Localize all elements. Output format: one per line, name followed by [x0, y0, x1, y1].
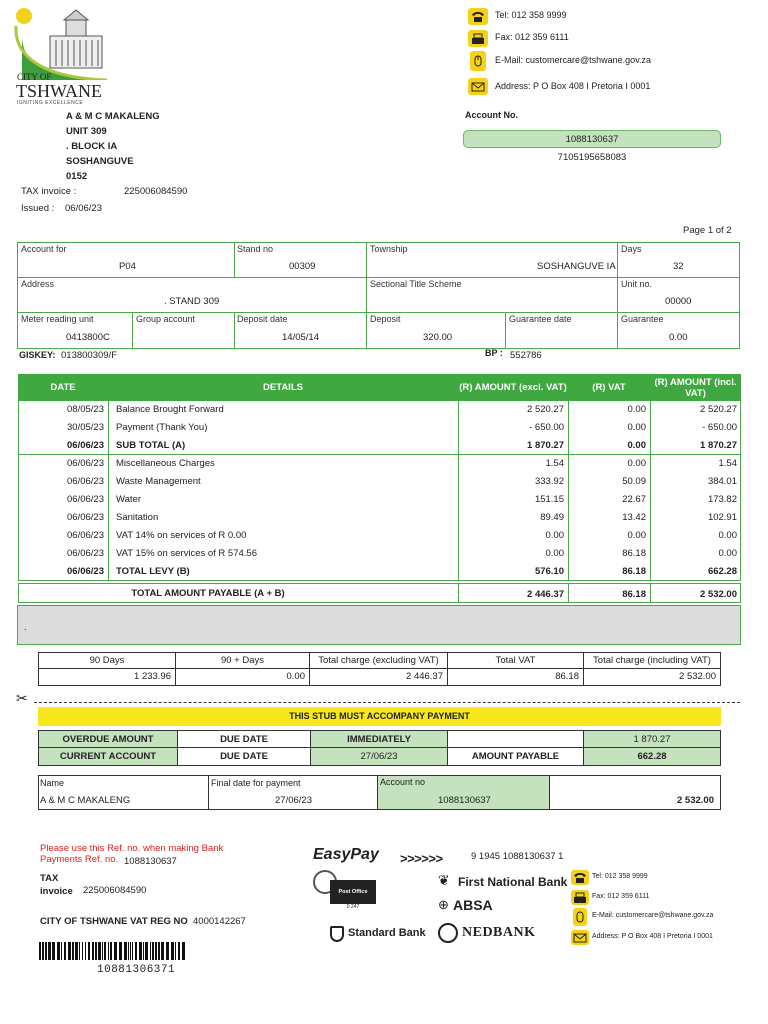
row-amount-incl: 384.01 [707, 476, 737, 487]
giskey-label: GISKEY: [19, 350, 56, 360]
row-date: 06/06/23 [67, 440, 104, 451]
barcode-bar [155, 942, 157, 960]
details-table-header [18, 374, 741, 401]
barcode-bar [75, 942, 78, 960]
table-row [18, 509, 741, 527]
row-vat: 0.00 [627, 440, 646, 451]
barcode-bar [135, 942, 137, 960]
barcode-bar [64, 942, 66, 960]
row-amount-excl: 2 520.27 [527, 404, 564, 415]
row-amount-incl: 662.28 [707, 566, 737, 577]
barcode-bar [82, 942, 83, 960]
cut-line [34, 702, 740, 703]
row-details: Water [116, 494, 141, 505]
barcode-bar [72, 942, 74, 960]
deposit-label: Deposit [370, 314, 401, 324]
barcode-bar [95, 942, 97, 960]
standard-bank-shield-icon [330, 926, 344, 942]
row-amount-excl: 1.54 [545, 458, 564, 469]
barcode-bar [158, 942, 160, 960]
col-details-header: DETAILS [263, 382, 303, 393]
table-row [18, 419, 741, 437]
barcode-bar [42, 942, 44, 960]
fnb-tree-icon: ❦ [438, 872, 450, 888]
city-hall-icon [12, 6, 122, 80]
row-date: 06/06/23 [67, 566, 104, 577]
barcode-bar [45, 942, 47, 960]
barcode-bar [98, 942, 101, 960]
aging-header: 90 Days [38, 652, 176, 669]
row-amount-excl: 333.92 [534, 476, 564, 487]
barcode-bar [114, 942, 117, 960]
nedbank-logo: NEDBANK [462, 925, 536, 940]
row-details: Sanitation [116, 512, 159, 523]
account-label: Account No. [465, 110, 518, 120]
deposit-date-label: Deposit date [237, 314, 288, 324]
row-amount-excl: 151.15 [534, 494, 564, 505]
vat-reg-no: 4000142267 [193, 916, 246, 927]
issued-date: 06/06/23 [65, 203, 102, 214]
barcode-bar [57, 942, 60, 960]
footer-fax-icon [571, 890, 589, 905]
row-date: 30/05/23 [67, 422, 104, 433]
row-date: 06/06/23 [67, 512, 104, 523]
easypay-logo: EasyPay [313, 846, 379, 863]
total-vat: 86.18 [622, 589, 646, 600]
row-amount-incl: 173.82 [707, 494, 737, 505]
stand-no-label: Stand no [237, 244, 274, 254]
aging-header: Total charge (excluding VAT) [309, 652, 448, 669]
recipient-line1: UNIT 309 [66, 126, 107, 137]
row-date: 06/06/23 [67, 458, 104, 469]
current-amount: 662.28 [583, 747, 721, 766]
row-amount-incl: 0.00 [718, 530, 737, 541]
row-amount-incl: 102.91 [707, 512, 737, 523]
days-value: 32 [673, 261, 684, 272]
guarantee-date-label: Guarantee date [509, 314, 572, 324]
phone-icon [468, 8, 488, 25]
row-vat: 50.09 [622, 476, 646, 487]
days-label: Days [621, 244, 642, 254]
row-amount-incl: 0.00 [718, 548, 737, 559]
overdue-due-date-label: DUE DATE [177, 730, 311, 748]
barcode-bar [92, 942, 94, 960]
row-date: 06/06/23 [67, 548, 104, 559]
page-number: Page 1 of 2 [683, 225, 732, 236]
footer-fax: Fax: 012 359 6111 [592, 893, 650, 900]
aging-value: 86.18 [447, 668, 584, 686]
unit-no-value: 00000 [665, 296, 692, 307]
barcode-bar [132, 942, 133, 960]
bp-label: BP : [485, 348, 503, 358]
post-office-sub: 0 247 [346, 904, 360, 910]
barcode-bar [139, 942, 142, 960]
mouse-icon [470, 51, 486, 71]
table-row [18, 455, 741, 473]
aging-header: Total charge (including VAT) [583, 652, 721, 669]
barcode-bar [128, 942, 129, 960]
row-amount-excl: 1 870.27 [527, 440, 564, 451]
account-for-label: Account for [21, 244, 67, 254]
row-date: 06/06/23 [67, 476, 104, 487]
row-vat: 86.18 [622, 566, 646, 577]
stub-name: A & M C MAKALENG [40, 795, 131, 806]
row-amount-incl: 1.54 [718, 458, 737, 469]
barcode-bar [182, 942, 185, 960]
table-row [18, 437, 741, 455]
row-vat: 86.18 [622, 548, 646, 559]
contact-email: E-Mail: customercare@tshwane.gov.za [495, 55, 652, 65]
barcode-bar [104, 942, 106, 960]
barcode-bar [79, 942, 80, 960]
easypay-arrows: >>>>>> [400, 851, 443, 866]
barcode-bar [161, 942, 164, 960]
final-date-label: Final date for payment [211, 778, 301, 788]
row-amount-excl: 576.10 [534, 566, 564, 577]
unit-no-label: Unit no. [621, 279, 653, 289]
barcode-text: 10881306371 [97, 964, 176, 976]
current-due-date: 27/06/23 [310, 747, 448, 766]
envelope-icon [468, 78, 488, 95]
footer-phone-icon [571, 870, 589, 885]
nedbank-icon [438, 923, 458, 943]
stub-account-no: 1088130637 [438, 795, 491, 806]
barcode-bar [85, 942, 86, 960]
footer-mouse-icon [573, 908, 587, 926]
barcode-bar [119, 942, 122, 960]
barcode-bar [175, 942, 176, 960]
bp-value: 552786 [510, 350, 542, 361]
sectional-title-label: Sectional Title Scheme [370, 279, 462, 289]
tax-invoice-no: 225006084590 [124, 186, 188, 197]
standard-bank-logo: Standard Bank [348, 927, 426, 939]
contact-tel: Tel: 012 358 9999 [495, 10, 567, 20]
row-amount-excl: - 650.00 [529, 422, 564, 433]
aging-value: 2 446.37 [309, 668, 448, 686]
vat-reg-label: CITY OF TSHWANE VAT REG NO [40, 916, 188, 927]
guarantee-value: 0.00 [669, 332, 688, 343]
row-amount-incl: 2 520.27 [700, 404, 737, 415]
logo-city-of: CITY OF [17, 72, 52, 82]
account-for-value: P04 [119, 261, 136, 272]
absa-icon: ⊕ [438, 897, 449, 912]
deposit-value: 320.00 [423, 332, 453, 343]
row-details: SUB TOTAL (A) [116, 440, 186, 451]
barcode [39, 942, 187, 960]
aging-value: 0.00 [175, 668, 310, 686]
row-amount-excl: 89.49 [540, 512, 564, 523]
overdue-immediately: IMMEDIATELY [310, 730, 448, 748]
barcode-bar [102, 942, 103, 960]
row-amount-excl: 0.00 [545, 548, 564, 559]
row-details: Miscellaneous Charges [116, 458, 215, 469]
city-logo [12, 6, 122, 106]
table-row [18, 563, 741, 581]
account-sub-number: 7105195658083 [557, 152, 627, 163]
logo-name: TSHWANE [16, 81, 102, 101]
stub-name-label: Name [40, 778, 65, 788]
message-box [17, 605, 741, 645]
barcode-bar [68, 942, 71, 960]
barcode-bar [88, 942, 90, 960]
aging-value: 2 532.00 [583, 668, 721, 686]
current-due-date-label: DUE DATE [177, 747, 311, 766]
footer-envelope-icon [571, 930, 589, 945]
barcode-bar [145, 942, 148, 960]
ref-note-1: Please use this Ref. no. when making Bank [40, 843, 224, 854]
amount-payable-label: AMOUNT PAYABLE [447, 747, 584, 766]
total-excl: 2 446.37 [527, 589, 564, 600]
row-details: Payment (Thank You) [116, 422, 208, 433]
absa-logo: ABSA [453, 897, 493, 913]
barcode-bar [52, 942, 55, 960]
row-vat: 0.00 [627, 530, 646, 541]
aging-header: Total VAT [447, 652, 584, 669]
barcode-bar [178, 942, 180, 960]
fnb-logo: First National Bank [458, 875, 568, 889]
account-info-grid [17, 242, 740, 349]
issued-label: Issued : [21, 203, 55, 214]
overdue-amount-value: 1 870.27 [583, 730, 721, 748]
account-number: 1088130637 [463, 130, 721, 148]
row-details: Waste Management [116, 476, 201, 487]
ref-no: 1088130637 [124, 856, 177, 867]
row-vat: 0.00 [627, 422, 646, 433]
fax-icon [468, 30, 488, 47]
final-date: 27/06/23 [275, 795, 312, 806]
barcode-bar [171, 942, 174, 960]
row-date: 06/06/23 [67, 530, 104, 541]
recipient-line2: . BLOCK IA [66, 141, 118, 152]
easypay-number: 9 1945 1088130637 1 [471, 851, 564, 862]
footer-tax-label-2: invoice [40, 886, 73, 897]
row-details: TOTAL LEVY (B) [116, 566, 190, 577]
contact-fax: Fax: 012 359 6111 [495, 32, 569, 42]
row-details: Balance Brought Forward [116, 404, 224, 415]
row-amount-incl: - 650.00 [702, 422, 737, 433]
row-vat: 22.67 [622, 494, 646, 505]
row-vat: 0.00 [627, 404, 646, 415]
meter-label: Meter reading unit [21, 314, 94, 324]
address-label: Address [21, 279, 55, 289]
footer-tax-label-1: TAX [40, 873, 59, 884]
footer-tax-no: 225006084590 [83, 885, 147, 896]
stand-no-value: 00309 [289, 261, 316, 272]
table-row [18, 527, 741, 545]
giskey-value: 013800309/F [61, 350, 117, 361]
overdue-amount-label: OVERDUE AMOUNT [38, 730, 178, 748]
footer-tel: Tel: 012 358 9999 [592, 873, 648, 880]
row-date: 08/05/23 [67, 404, 104, 415]
recipient-name: A & M C MAKALENG [66, 111, 160, 122]
col-date-header: DATE [50, 382, 76, 393]
row-vat: 13.42 [622, 512, 646, 523]
ref-note-2: Payments Ref. no. [40, 854, 119, 865]
table-row [18, 473, 741, 491]
aging-value: 1 233.96 [38, 668, 176, 686]
deposit-date-value: 14/05/14 [282, 332, 319, 343]
barcode-bar [152, 942, 154, 960]
stub-total: 2 532.00 [677, 795, 714, 806]
message-text: . [24, 622, 27, 633]
footer-email: E-Mail: customercare@tshwane.gov.za [592, 912, 714, 919]
group-account-label: Group account [136, 314, 196, 324]
overdue-blank-cell [447, 730, 584, 748]
stub-account-label: Account no [380, 777, 426, 787]
guarantee-label: Guarantee [621, 314, 664, 324]
barcode-bar [48, 942, 51, 960]
stub-banner: THIS STUB MUST ACCOMPANY PAYMENT [38, 707, 721, 726]
barcode-bar [110, 942, 112, 960]
barcode-bar [124, 942, 127, 960]
post-office-logo: Post Office [330, 880, 376, 904]
row-vat: 0.00 [627, 458, 646, 469]
barcode-bar [143, 942, 144, 960]
table-row [18, 545, 741, 563]
barcode-bar [108, 942, 109, 960]
row-details: VAT 15% on services of R 574.56 [116, 548, 257, 559]
col-vat-header: (R) VAT [592, 382, 626, 393]
row-details: VAT 14% on services of R 0.00 [116, 530, 247, 541]
current-account-label: CURRENT ACCOUNT [38, 747, 178, 766]
table-row [18, 491, 741, 509]
barcode-bar [130, 942, 131, 960]
barcode-bar [150, 942, 151, 960]
barcode-bar [166, 942, 169, 960]
table-row [18, 401, 741, 419]
barcode-bar [39, 942, 41, 960]
barcode-bar [61, 942, 62, 960]
address-value: . STAND 309 [164, 296, 220, 307]
row-amount-incl: 1 870.27 [700, 440, 737, 451]
total-payable-label: TOTAL AMOUNT PAYABLE (A + B) [131, 588, 285, 599]
total-incl: 2 532.00 [700, 589, 737, 600]
row-date: 06/06/23 [67, 494, 104, 505]
logo-tagline: IGNITING EXCELLENCE [17, 100, 84, 106]
col-amount-excl-header: (R) AMOUNT (excl. VAT) [459, 382, 567, 393]
meter-value: 0413800C [66, 332, 110, 343]
contact-address: Address: P O Box 408 I Pretoria I 0001 [495, 81, 651, 91]
tax-invoice-label: TAX invoice : [21, 186, 77, 197]
footer-address: Address: P O Box 408 I Pretoria I 0001 [592, 933, 713, 940]
col-amount-incl-header: (R) AMOUNT (incl. VAT) [654, 376, 737, 399]
recipient-line3: SOSHANGUVE [66, 156, 134, 167]
township-value: SOSHANGUVE IA [537, 261, 616, 272]
scissors-icon: ✂ [16, 690, 28, 706]
township-label: Township [370, 244, 408, 254]
row-amount-excl: 0.00 [545, 530, 564, 541]
recipient-code: 0152 [66, 171, 88, 182]
aging-header: 90 + Days [175, 652, 310, 669]
